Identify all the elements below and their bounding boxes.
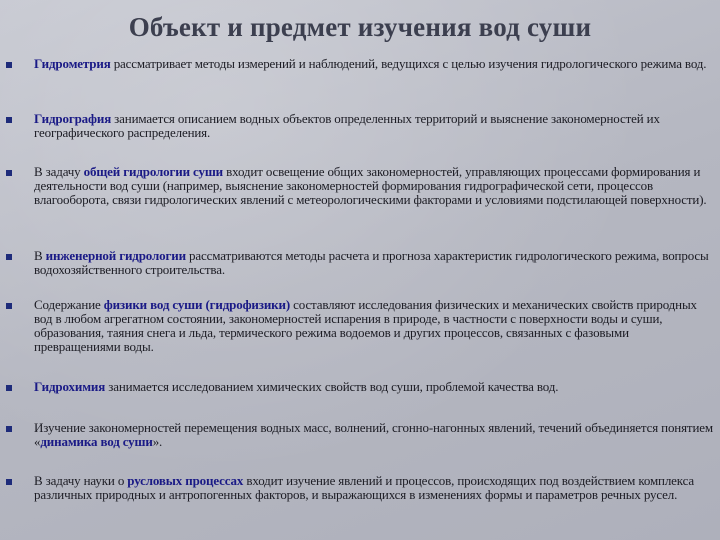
bullet-text-post: входит изучение явлений и процессов, происходящих под воздействием комплекса различных природных и антропогенных факторов, и выражающихся в изменениях формы и параметров речных русел. xyxy=(34,473,695,502)
bullet-text xyxy=(34,112,714,140)
bullet-text-pre: Содержание xyxy=(34,297,104,312)
bullet-keyword: общей гидрологии суши xyxy=(83,164,223,179)
bullet-text xyxy=(34,298,714,354)
bullet-text xyxy=(34,474,714,502)
bullet-text xyxy=(34,165,714,207)
square-bullet-icon xyxy=(6,303,12,309)
square-bullet-icon xyxy=(6,479,12,485)
bullet-text-post: рассматривает методы измерений и наблюдений, ведущихся с целью изучения гидрологического режима вод. xyxy=(110,56,707,71)
bullet-text xyxy=(34,380,714,394)
bullet-text-post: входит освещение общих закономерностей, управляющих процессами формирования и деятельности вод суши (например, выяснение закономерностей формирования гидрографической сети, процессов влагооборота, связи гидрологических явлений с метеорологическими факторами и условиями подстилающей поверхности). xyxy=(34,164,707,207)
slide-title: Объект и предмет изучения вод суши xyxy=(128,12,592,42)
bullet-keyword: русловых процессах xyxy=(127,473,244,488)
bullet-text xyxy=(34,421,714,449)
bullet-text xyxy=(34,249,714,277)
bullet-text-pre: В xyxy=(34,248,46,263)
square-bullet-icon xyxy=(6,426,12,432)
bullet-text-post: занимается описанием водных объектов определенных территорий и выяснение закономерностей их географического распределения. xyxy=(34,111,660,140)
bullet-text-pre: Изучение закономерностей перемещения водных масс, волнений, сгонно-нагонных явлений, течений объединяется понятием « xyxy=(34,420,713,449)
bullet-text-post: ». xyxy=(152,434,163,449)
bullet-text-pre: В задачу науки о xyxy=(34,473,128,488)
bullet-keyword: Гидрохимия xyxy=(34,379,106,394)
bullet-keyword: Гидрография xyxy=(34,111,112,126)
bullet-text-post: составляют исследования физических и механических свойств природных вод в любом агрегатном состоянии, закономерностей испарения в природе, в частности с поверхности воды и суши, образования, таяния снега и льда, термического режима водоемов и других процессов, связанных с фазовыми превращениями воды. xyxy=(34,297,697,354)
bullet-keyword: инженерной гидрологии xyxy=(45,248,186,263)
bullet-keyword: динамика вод суши xyxy=(40,434,153,449)
square-bullet-icon xyxy=(6,385,12,391)
bullet-text-pre: В задачу xyxy=(34,164,84,179)
bullet-text xyxy=(34,57,714,71)
bullet-text-post: рассматриваются методы расчета и прогноза характеристик гидрологического режима, вопросы водохозяйственного строительства. xyxy=(34,248,709,277)
square-bullet-icon xyxy=(6,117,12,123)
square-bullet-icon xyxy=(6,62,12,68)
bullet-keyword: физики вод суши (гидрофизики) xyxy=(103,297,291,312)
bullet-keyword: Гидрометрия xyxy=(34,56,111,71)
square-bullet-icon xyxy=(6,254,12,260)
bullet-text-post: занимается исследованием химических свойств вод суши, проблемой качества вод. xyxy=(105,379,559,394)
square-bullet-icon xyxy=(6,170,12,176)
